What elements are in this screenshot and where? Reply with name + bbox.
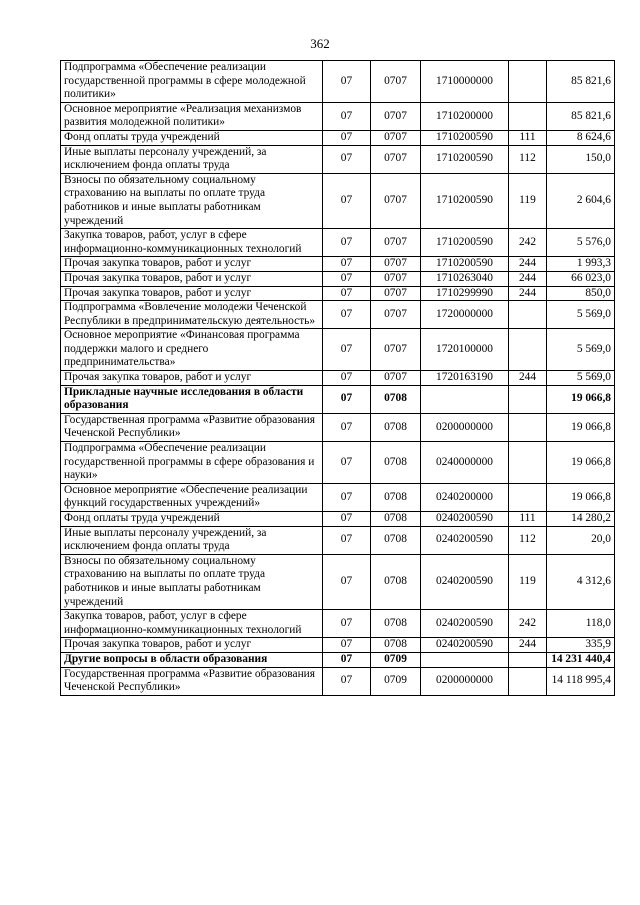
row-amount-cell: 2 604,6: [547, 173, 615, 228]
row-expense-type-cell: [509, 667, 547, 695]
row-section-cell: 07: [323, 61, 371, 103]
row-target-code-cell: 0240200590: [421, 512, 509, 527]
row-section-cell: 07: [323, 130, 371, 145]
row-amount-cell: 118,0: [547, 610, 615, 638]
row-subsection-cell: 0707: [371, 257, 421, 272]
row-subsection-cell: 0707: [371, 61, 421, 103]
row-amount-cell: 14 118 995,4: [547, 667, 615, 695]
row-target-code-cell: 0240200590: [421, 610, 509, 638]
row-target-code-cell: 0240000000: [421, 442, 509, 484]
row-target-code-cell: 1720000000: [421, 301, 509, 329]
table-row: [61, 652, 615, 667]
row-subsection-cell: 0708: [371, 483, 421, 511]
row-expense-type-cell: 244: [509, 371, 547, 386]
row-subsection-cell: 0707: [371, 102, 421, 130]
row-expense-type-cell: [509, 61, 547, 103]
row-amount-cell: 19 066,8: [547, 413, 615, 441]
row-name-cell: Подпрограмма «Вовлечение молодежи Чеченской Республики в предпринимательскую деятельность»: [61, 301, 323, 329]
table-row: [61, 371, 615, 386]
row-name-cell: Основное мероприятие «Обеспечение реализации функций государственных учреждений»: [61, 483, 323, 511]
row-name-cell: Взносы по обязательному социальному страхованию на выплаты по оплате труда работников и иные выплаты работникам учреждений: [61, 554, 323, 609]
row-amount-cell: 20,0: [547, 526, 615, 554]
row-name-cell: Прочая закупка товаров, работ и услуг: [61, 271, 323, 286]
row-name-cell: Фонд оплаты труда учреждений: [61, 130, 323, 145]
row-expense-type-cell: [509, 329, 547, 371]
row-subsection-cell: 0707: [371, 145, 421, 173]
row-target-code-cell: 0240200000: [421, 483, 509, 511]
row-expense-type-cell: [509, 442, 547, 484]
row-name-cell: Другие вопросы в области образования: [61, 652, 323, 667]
row-subsection-cell: 0708: [371, 442, 421, 484]
row-section-cell: 07: [323, 610, 371, 638]
row-amount-cell: 85 821,6: [547, 102, 615, 130]
row-name-cell: Основное мероприятие «Финансовая программа поддержки малого и среднего предпринимательства»: [61, 329, 323, 371]
row-target-code-cell: 1720163190: [421, 371, 509, 386]
row-section-cell: 07: [323, 271, 371, 286]
row-expense-type-cell: 244: [509, 638, 547, 653]
table-row: [61, 413, 615, 441]
row-amount-cell: 14 280,2: [547, 512, 615, 527]
table-row: [61, 61, 615, 103]
row-amount-cell: 85 821,6: [547, 61, 615, 103]
table-row: [61, 173, 615, 228]
row-target-code-cell: 1710263040: [421, 271, 509, 286]
row-section-cell: 07: [323, 329, 371, 371]
table-row: [61, 329, 615, 371]
row-subsection-cell: 0707: [371, 173, 421, 228]
row-subsection-cell: 0707: [371, 301, 421, 329]
row-amount-cell: 335,9: [547, 638, 615, 653]
row-expense-type-cell: 112: [509, 145, 547, 173]
row-expense-type-cell: [509, 652, 547, 667]
row-expense-type-cell: 242: [509, 229, 547, 257]
row-expense-type-cell: 244: [509, 286, 547, 301]
row-expense-type-cell: [509, 413, 547, 441]
row-expense-type-cell: 119: [509, 554, 547, 609]
row-section-cell: 07: [323, 229, 371, 257]
row-amount-cell: 5 569,0: [547, 301, 615, 329]
row-section-cell: 07: [323, 301, 371, 329]
row-name-cell: Государственная программа «Развитие образования Чеченской Республики»: [61, 413, 323, 441]
row-name-cell: Прочая закупка товаров, работ и услуг: [61, 286, 323, 301]
row-section-cell: 07: [323, 483, 371, 511]
table-row: [61, 130, 615, 145]
row-subsection-cell: 0708: [371, 610, 421, 638]
row-target-code-cell: 1710299990: [421, 286, 509, 301]
table-row: [61, 512, 615, 527]
row-name-cell: Подпрограмма «Обеспечение реализации государственной программы в сфере образования и науки»: [61, 442, 323, 484]
table-row: [61, 385, 615, 413]
row-name-cell: Иные выплаты персоналу учреждений, за исключением фонда оплаты труда: [61, 145, 323, 173]
row-target-code-cell: 0200000000: [421, 413, 509, 441]
row-target-code-cell: 0200000000: [421, 667, 509, 695]
row-target-code-cell: 0240200590: [421, 554, 509, 609]
row-amount-cell: 19 066,8: [547, 483, 615, 511]
row-expense-type-cell: 111: [509, 130, 547, 145]
row-expense-type-cell: [509, 301, 547, 329]
row-target-code-cell: [421, 652, 509, 667]
row-expense-type-cell: 119: [509, 173, 547, 228]
row-amount-cell: 8 624,6: [547, 130, 615, 145]
row-name-cell: Прочая закупка товаров, работ и услуг: [61, 638, 323, 653]
row-section-cell: 07: [323, 667, 371, 695]
row-section-cell: 07: [323, 554, 371, 609]
row-name-cell: Закупка товаров, работ, услуг в сфере информационно-коммуникационных технологий: [61, 610, 323, 638]
row-section-cell: 07: [323, 286, 371, 301]
table-row: [61, 257, 615, 272]
row-subsection-cell: 0708: [371, 385, 421, 413]
row-target-code-cell: 1710200590: [421, 173, 509, 228]
row-section-cell: 07: [323, 102, 371, 130]
row-section-cell: 07: [323, 371, 371, 386]
row-expense-type-cell: 112: [509, 526, 547, 554]
table-row: [61, 301, 615, 329]
row-target-code-cell: 1720100000: [421, 329, 509, 371]
table-row: [61, 145, 615, 173]
row-expense-type-cell: 242: [509, 610, 547, 638]
row-section-cell: 07: [323, 173, 371, 228]
table-row: [61, 271, 615, 286]
row-target-code-cell: [421, 385, 509, 413]
table-row: [61, 554, 615, 609]
table-row: [61, 286, 615, 301]
row-expense-type-cell: 244: [509, 271, 547, 286]
row-amount-cell: 19 066,8: [547, 385, 615, 413]
table-row: [61, 442, 615, 484]
row-subsection-cell: 0709: [371, 667, 421, 695]
row-target-code-cell: 0240200590: [421, 638, 509, 653]
row-target-code-cell: 1710200590: [421, 229, 509, 257]
row-target-code-cell: 1710200590: [421, 130, 509, 145]
row-section-cell: 07: [323, 442, 371, 484]
row-subsection-cell: 0707: [371, 286, 421, 301]
row-subsection-cell: 0707: [371, 130, 421, 145]
row-section-cell: 07: [323, 512, 371, 527]
row-subsection-cell: 0708: [371, 638, 421, 653]
table-row: [61, 102, 615, 130]
row-target-code-cell: 1710200000: [421, 102, 509, 130]
row-subsection-cell: 0709: [371, 652, 421, 667]
table-row: [61, 229, 615, 257]
row-name-cell: Подпрограмма «Обеспечение реализации государственной программы в сфере молодежной политики»: [61, 61, 323, 103]
row-subsection-cell: 0707: [371, 371, 421, 386]
row-name-cell: Прочая закупка товаров, работ и услуг: [61, 371, 323, 386]
row-section-cell: 07: [323, 385, 371, 413]
row-name-cell: Закупка товаров, работ, услуг в сфере информационно-коммуникационных технологий: [61, 229, 323, 257]
row-subsection-cell: 0707: [371, 229, 421, 257]
row-subsection-cell: 0708: [371, 554, 421, 609]
row-subsection-cell: 0707: [371, 271, 421, 286]
row-amount-cell: 5 569,0: [547, 371, 615, 386]
row-amount-cell: 14 231 440,4: [547, 652, 615, 667]
row-section-cell: 07: [323, 413, 371, 441]
row-subsection-cell: 0708: [371, 413, 421, 441]
row-amount-cell: 4 312,6: [547, 554, 615, 609]
row-name-cell: Прочая закупка товаров, работ и услуг: [61, 257, 323, 272]
row-amount-cell: 5 576,0: [547, 229, 615, 257]
row-subsection-cell: 0708: [371, 512, 421, 527]
table-row: [61, 638, 615, 653]
row-target-code-cell: 1710000000: [421, 61, 509, 103]
row-amount-cell: 850,0: [547, 286, 615, 301]
row-name-cell: Государственная программа «Развитие образования Чеченской Республики»: [61, 667, 323, 695]
row-amount-cell: 150,0: [547, 145, 615, 173]
row-name-cell: Фонд оплаты труда учреждений: [61, 512, 323, 527]
row-expense-type-cell: 111: [509, 512, 547, 527]
row-subsection-cell: 0707: [371, 329, 421, 371]
row-expense-type-cell: [509, 385, 547, 413]
row-target-code-cell: 1710200590: [421, 257, 509, 272]
row-name-cell: Прикладные научные исследования в области образования: [61, 385, 323, 413]
table-row: [61, 483, 615, 511]
row-amount-cell: 19 066,8: [547, 442, 615, 484]
row-name-cell: Взносы по обязательному социальному страхованию на выплаты по оплате труда работников и иные выплаты работникам учреждений: [61, 173, 323, 228]
table-row: [61, 610, 615, 638]
row-target-code-cell: 0240200590: [421, 526, 509, 554]
budget-table: [60, 60, 615, 696]
row-section-cell: 07: [323, 145, 371, 173]
row-amount-cell: 1 993,3: [547, 257, 615, 272]
row-amount-cell: 66 023,0: [547, 271, 615, 286]
row-expense-type-cell: 244: [509, 257, 547, 272]
row-expense-type-cell: [509, 102, 547, 130]
row-name-cell: Иные выплаты персоналу учреждений, за исключением фонда оплаты труда: [61, 526, 323, 554]
row-name-cell: Основное мероприятие «Реализация механизмов развития молодежной политики»: [61, 102, 323, 130]
row-section-cell: 07: [323, 257, 371, 272]
row-section-cell: 07: [323, 526, 371, 554]
row-section-cell: 07: [323, 638, 371, 653]
row-expense-type-cell: [509, 483, 547, 511]
row-amount-cell: 5 569,0: [547, 329, 615, 371]
page-number: 362: [310, 36, 330, 51]
table-row: [61, 526, 615, 554]
row-section-cell: 07: [323, 652, 371, 667]
row-subsection-cell: 0708: [371, 526, 421, 554]
table-row: [61, 667, 615, 695]
row-target-code-cell: 1710200590: [421, 145, 509, 173]
